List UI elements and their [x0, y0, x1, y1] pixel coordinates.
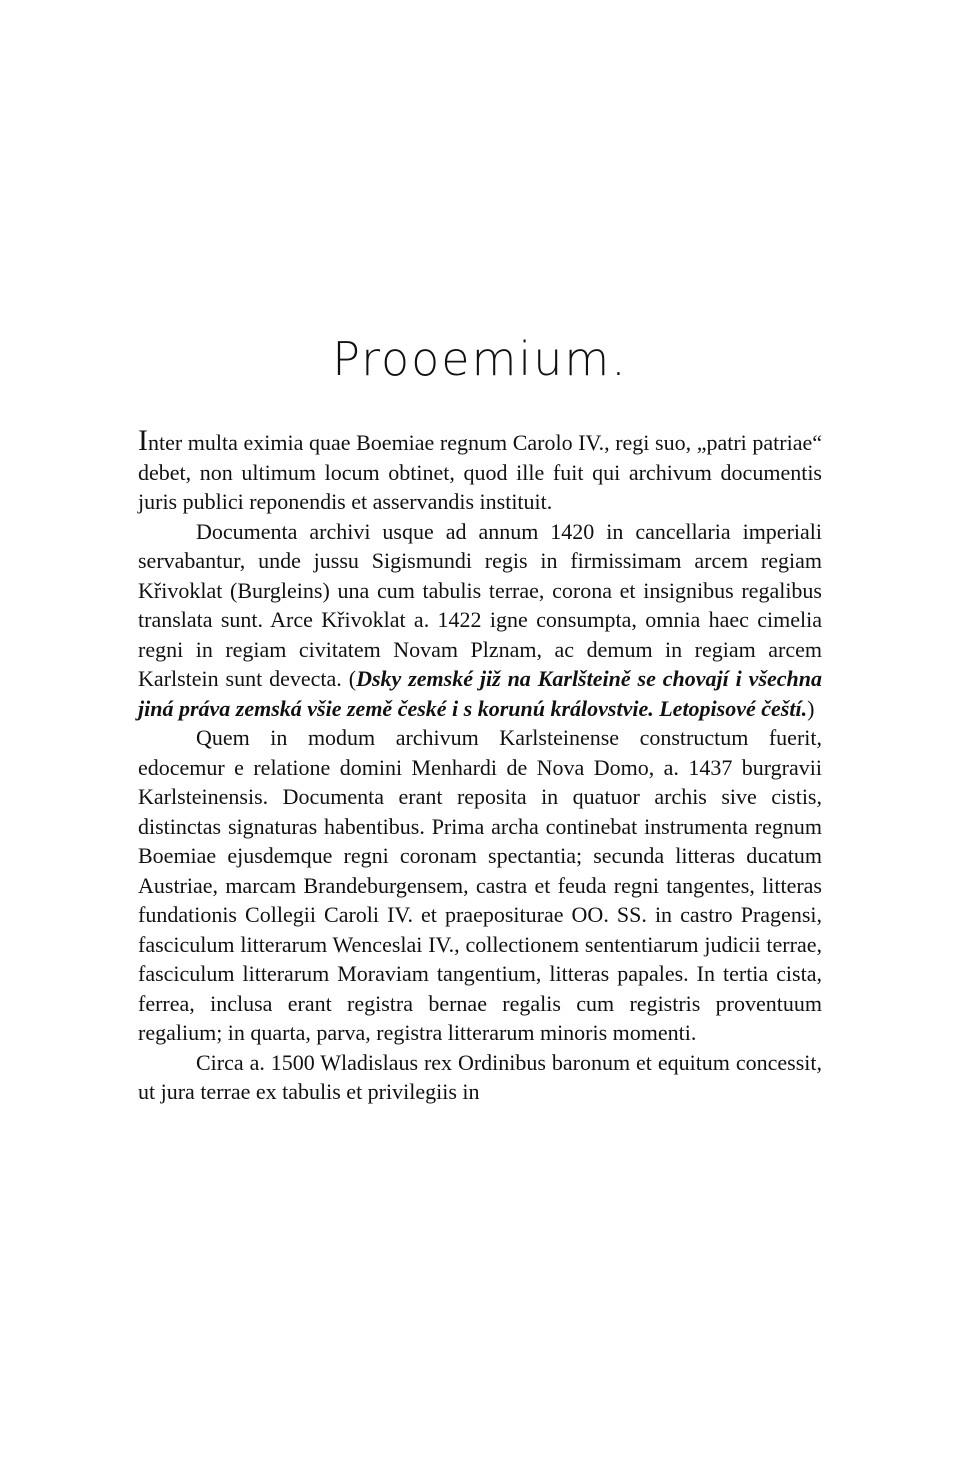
paragraph-2: [138, 517, 822, 724]
paragraph-3-text: Quem in modum archivum Karlsteinense constructum fuerit, edocemur e relatione domini Menhardi de Nova Domo, a. 1437 burgravii Karlsteinensis. Documenta erant reposita in quatuor archis sive cistis, distinctas signaturas habentibus. Prima archa continebat instrumenta regnum Boemiae ejusdemque regni coronam spectantia; secunda litteras ducatum Austriae, marcam Brandeburgensem, castra et feuda regni tangentes, litteras fundationis Collegii Caroli IV. et praepositurae OO. SS. in castro Pragensi, fasciculum litterarum Wenceslai IV., collectionem sententiarum judicii terrae, fasciculum litterarum Moraviam tangentium, litteras papales. In tertia cista, ferrea, inclusa erant registra bernae regalis cum registris proventuum regalium; in quarta, parva, registra litterarum minoris momenti.: [138, 725, 822, 1045]
paragraph-4: [138, 1048, 822, 1107]
paragraph-1-text: nter multa eximia quae Boemiae regnum Carolo IV., regi suo, „patri patriae“ debet, non ultimum locum obtinet, quod ille fuit qui archivum documentis juris publici reponendis et asservandis instituit.: [138, 430, 822, 514]
paragraph-4-text: Circa a. 1500 Wladislaus rex Ordinibus baronum et equitum concessit, ut jura terrae ex tabulis et privilegiis in: [138, 1049, 822, 1104]
paragraph-1: [138, 424, 822, 517]
paragraph-2-text: Documenta archivi usque ad annum 1420 in cancellaria imperiali servabantur, unde jussu Sigismundi regis in firmissimam arcem regiam Křivoklat (Burgleins) una cum tabulis terrae, corona et insignibus regalibus translata sunt. Arce Křivoklat a. 1422 igne consumpta, omnia haec cimelia regni in regiam civitatem Novam Plznam, ac demum in regiam arcem Karlstein sunt devecta. (: [138, 518, 822, 691]
body-text: [138, 424, 823, 1107]
drop-initial: I: [138, 424, 148, 457]
page-title: Prooemium.: [332, 332, 628, 386]
czech-quotation: Dsky zemské již na Karlšteině se chovají i všechna jiná práva zemská všie země české i s korunú královstvie. Letopisové čeští.: [138, 666, 823, 721]
paragraph-3: [138, 723, 822, 1048]
paragraph-2-closing: ): [807, 695, 815, 721]
